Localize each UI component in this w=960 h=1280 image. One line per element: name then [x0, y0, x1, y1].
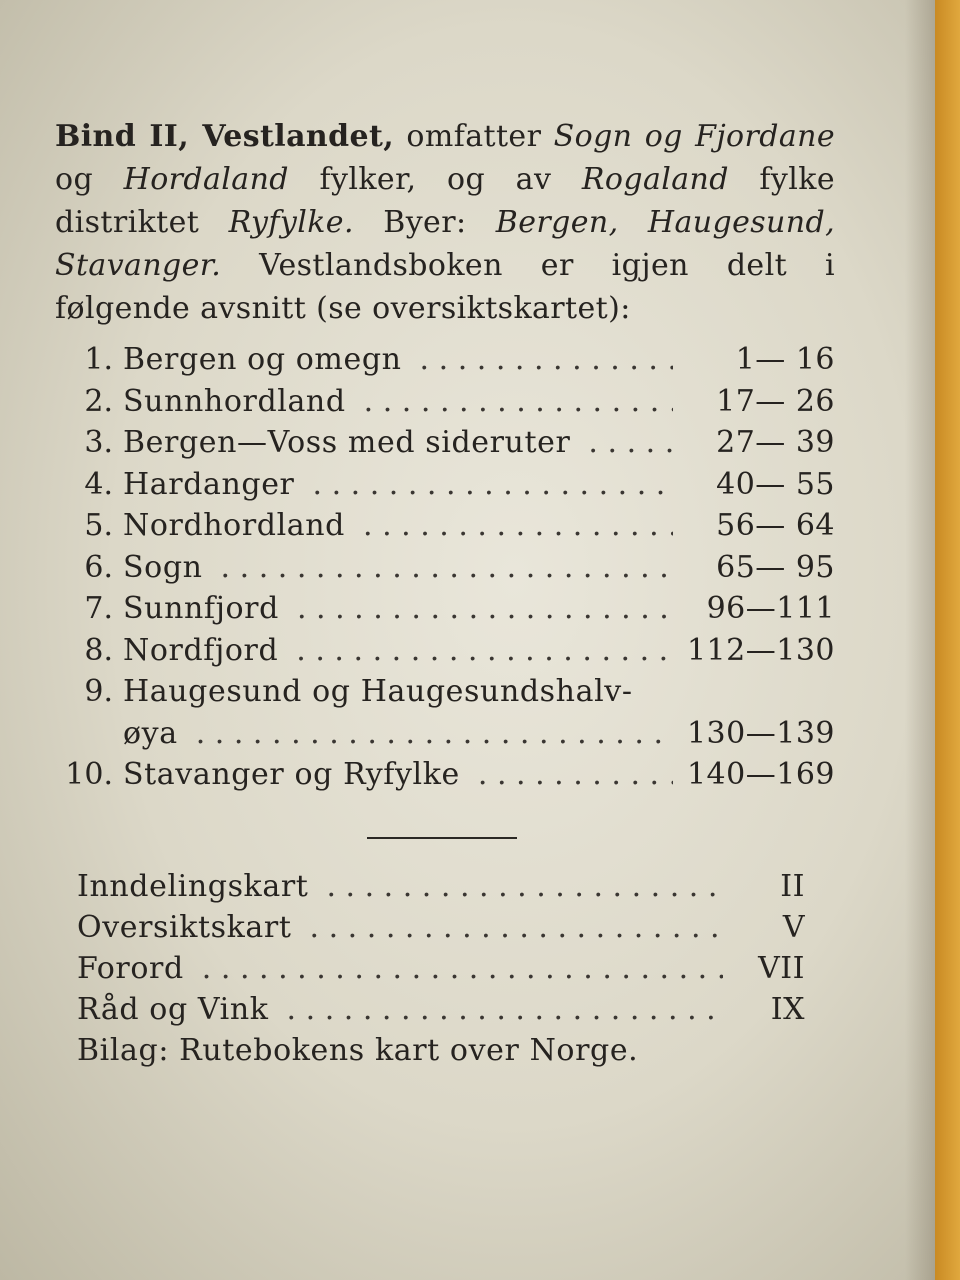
toc-pages: 40— 55 [716, 466, 835, 502]
leader-dots [420, 342, 673, 377]
leader-dots [287, 992, 723, 1027]
toc-pages: 56— 64 [716, 508, 835, 543]
toc-pages: 27— 39 [716, 425, 835, 460]
toc-title: Haugesund og Haugesundshalv- [123, 674, 633, 709]
toc-row [55, 591, 835, 633]
leader-dots [221, 550, 673, 585]
extra-pages: II [780, 868, 805, 904]
intro-city-haugesund: Haugesund, [647, 205, 836, 240]
intro-text: omfatter [406, 119, 542, 154]
toc-pages: 17— 26 [716, 383, 835, 419]
intro-county-rogaland: Rogaland [581, 162, 729, 197]
leader-dots [478, 757, 673, 792]
toc-title: Hardanger [123, 466, 295, 502]
intro-county-hordaland: Hordaland [123, 162, 289, 197]
leader-dots [310, 910, 723, 945]
extra-pages: V [782, 909, 805, 945]
toc-row [55, 633, 835, 675]
leader-dots [202, 951, 723, 986]
intro-text: Vestlandsboken er igjen delt i følgende avsnitt (se oversiktskartet): [55, 248, 836, 326]
toc-row [55, 757, 835, 799]
leader-dots [364, 384, 673, 419]
leader-dots [196, 716, 673, 751]
toc-number: 3. [84, 425, 113, 460]
extra-pages: VII [758, 950, 805, 986]
extra-title: Råd og Vink [77, 991, 269, 1027]
toc-number: 6. [84, 549, 113, 585]
toc-title: Bergen—Voss med sideruter [123, 425, 571, 460]
divider-rule [367, 837, 517, 839]
toc-title: Sunnfjord [123, 591, 279, 626]
page-content [55, 115, 835, 1074]
leader-dots [363, 508, 673, 543]
intro-city-stavanger: Stavanger. [55, 248, 222, 283]
extra-row [77, 869, 805, 910]
toc-row-continuation [55, 716, 835, 758]
toc-title: Nordfjord [123, 632, 279, 668]
toc-title: Nordhordland [123, 508, 345, 543]
leader-dots [297, 591, 673, 626]
intro-district-ryfylke: Ryfylke. [228, 205, 354, 240]
intro-volume-title: Bind II, Vestlandet, [55, 119, 395, 154]
toc-row [55, 550, 835, 592]
sections-list [55, 342, 835, 799]
toc-number: 8. [84, 632, 113, 668]
toc-row [55, 674, 835, 716]
book-cover-edge [935, 0, 960, 1280]
toc-number: 1. [84, 342, 113, 377]
intro-text: Byer: [383, 205, 467, 240]
toc-pages: 112—130 [686, 632, 835, 668]
toc-row [55, 342, 835, 384]
extra-row [77, 992, 805, 1033]
toc-number: 4. [84, 466, 113, 502]
toc-pages: 130—139 [686, 715, 835, 751]
toc-number: 9. [84, 674, 113, 709]
toc-pages: 96—111 [706, 591, 835, 626]
toc-row [55, 467, 835, 509]
toc-title: Bergen og omegn [123, 342, 402, 377]
toc-number: 5. [84, 508, 113, 543]
intro-city-bergen: Bergen, [495, 205, 619, 240]
toc-row [55, 508, 835, 550]
extra-title: Oversiktskart [77, 909, 292, 945]
extra-title: Inndelingskart [77, 868, 309, 904]
leader-dots [313, 467, 674, 502]
toc-title-continuation: øya [123, 715, 178, 751]
toc-pages: 1— 16 [735, 342, 835, 377]
toc-pages: 140—169 [686, 757, 835, 792]
toc-number: 10. [65, 757, 113, 792]
toc-row [55, 384, 835, 426]
bilag-note: Bilag: Rutebokens kart over Norge. [77, 1032, 639, 1068]
extra-row [77, 951, 805, 992]
toc-pages: 65— 95 [716, 549, 835, 585]
leader-dots [326, 869, 723, 904]
extra-row [77, 910, 805, 951]
extra-pages: IX [770, 991, 805, 1027]
toc-title: Sogn [123, 549, 203, 585]
toc-title: Sunnhordland [123, 383, 346, 419]
toc-number: 2. [84, 383, 113, 419]
page-edge-shadow [905, 0, 935, 1280]
toc-title: Stavanger og Ryfylke [123, 757, 460, 792]
intro-county-sogn: Sogn og Fjordane [553, 119, 835, 154]
toc-number: 7. [84, 591, 113, 626]
intro-paragraph [55, 115, 835, 330]
leader-dots [588, 425, 673, 460]
intro-text: fylke distriktet [55, 162, 836, 240]
toc-row [55, 425, 835, 467]
extras-list [77, 869, 805, 1074]
intro-text: og [55, 162, 94, 197]
leader-dots [296, 633, 673, 668]
extra-title: Forord [77, 950, 184, 986]
intro-text: fylker, og av [319, 162, 552, 197]
